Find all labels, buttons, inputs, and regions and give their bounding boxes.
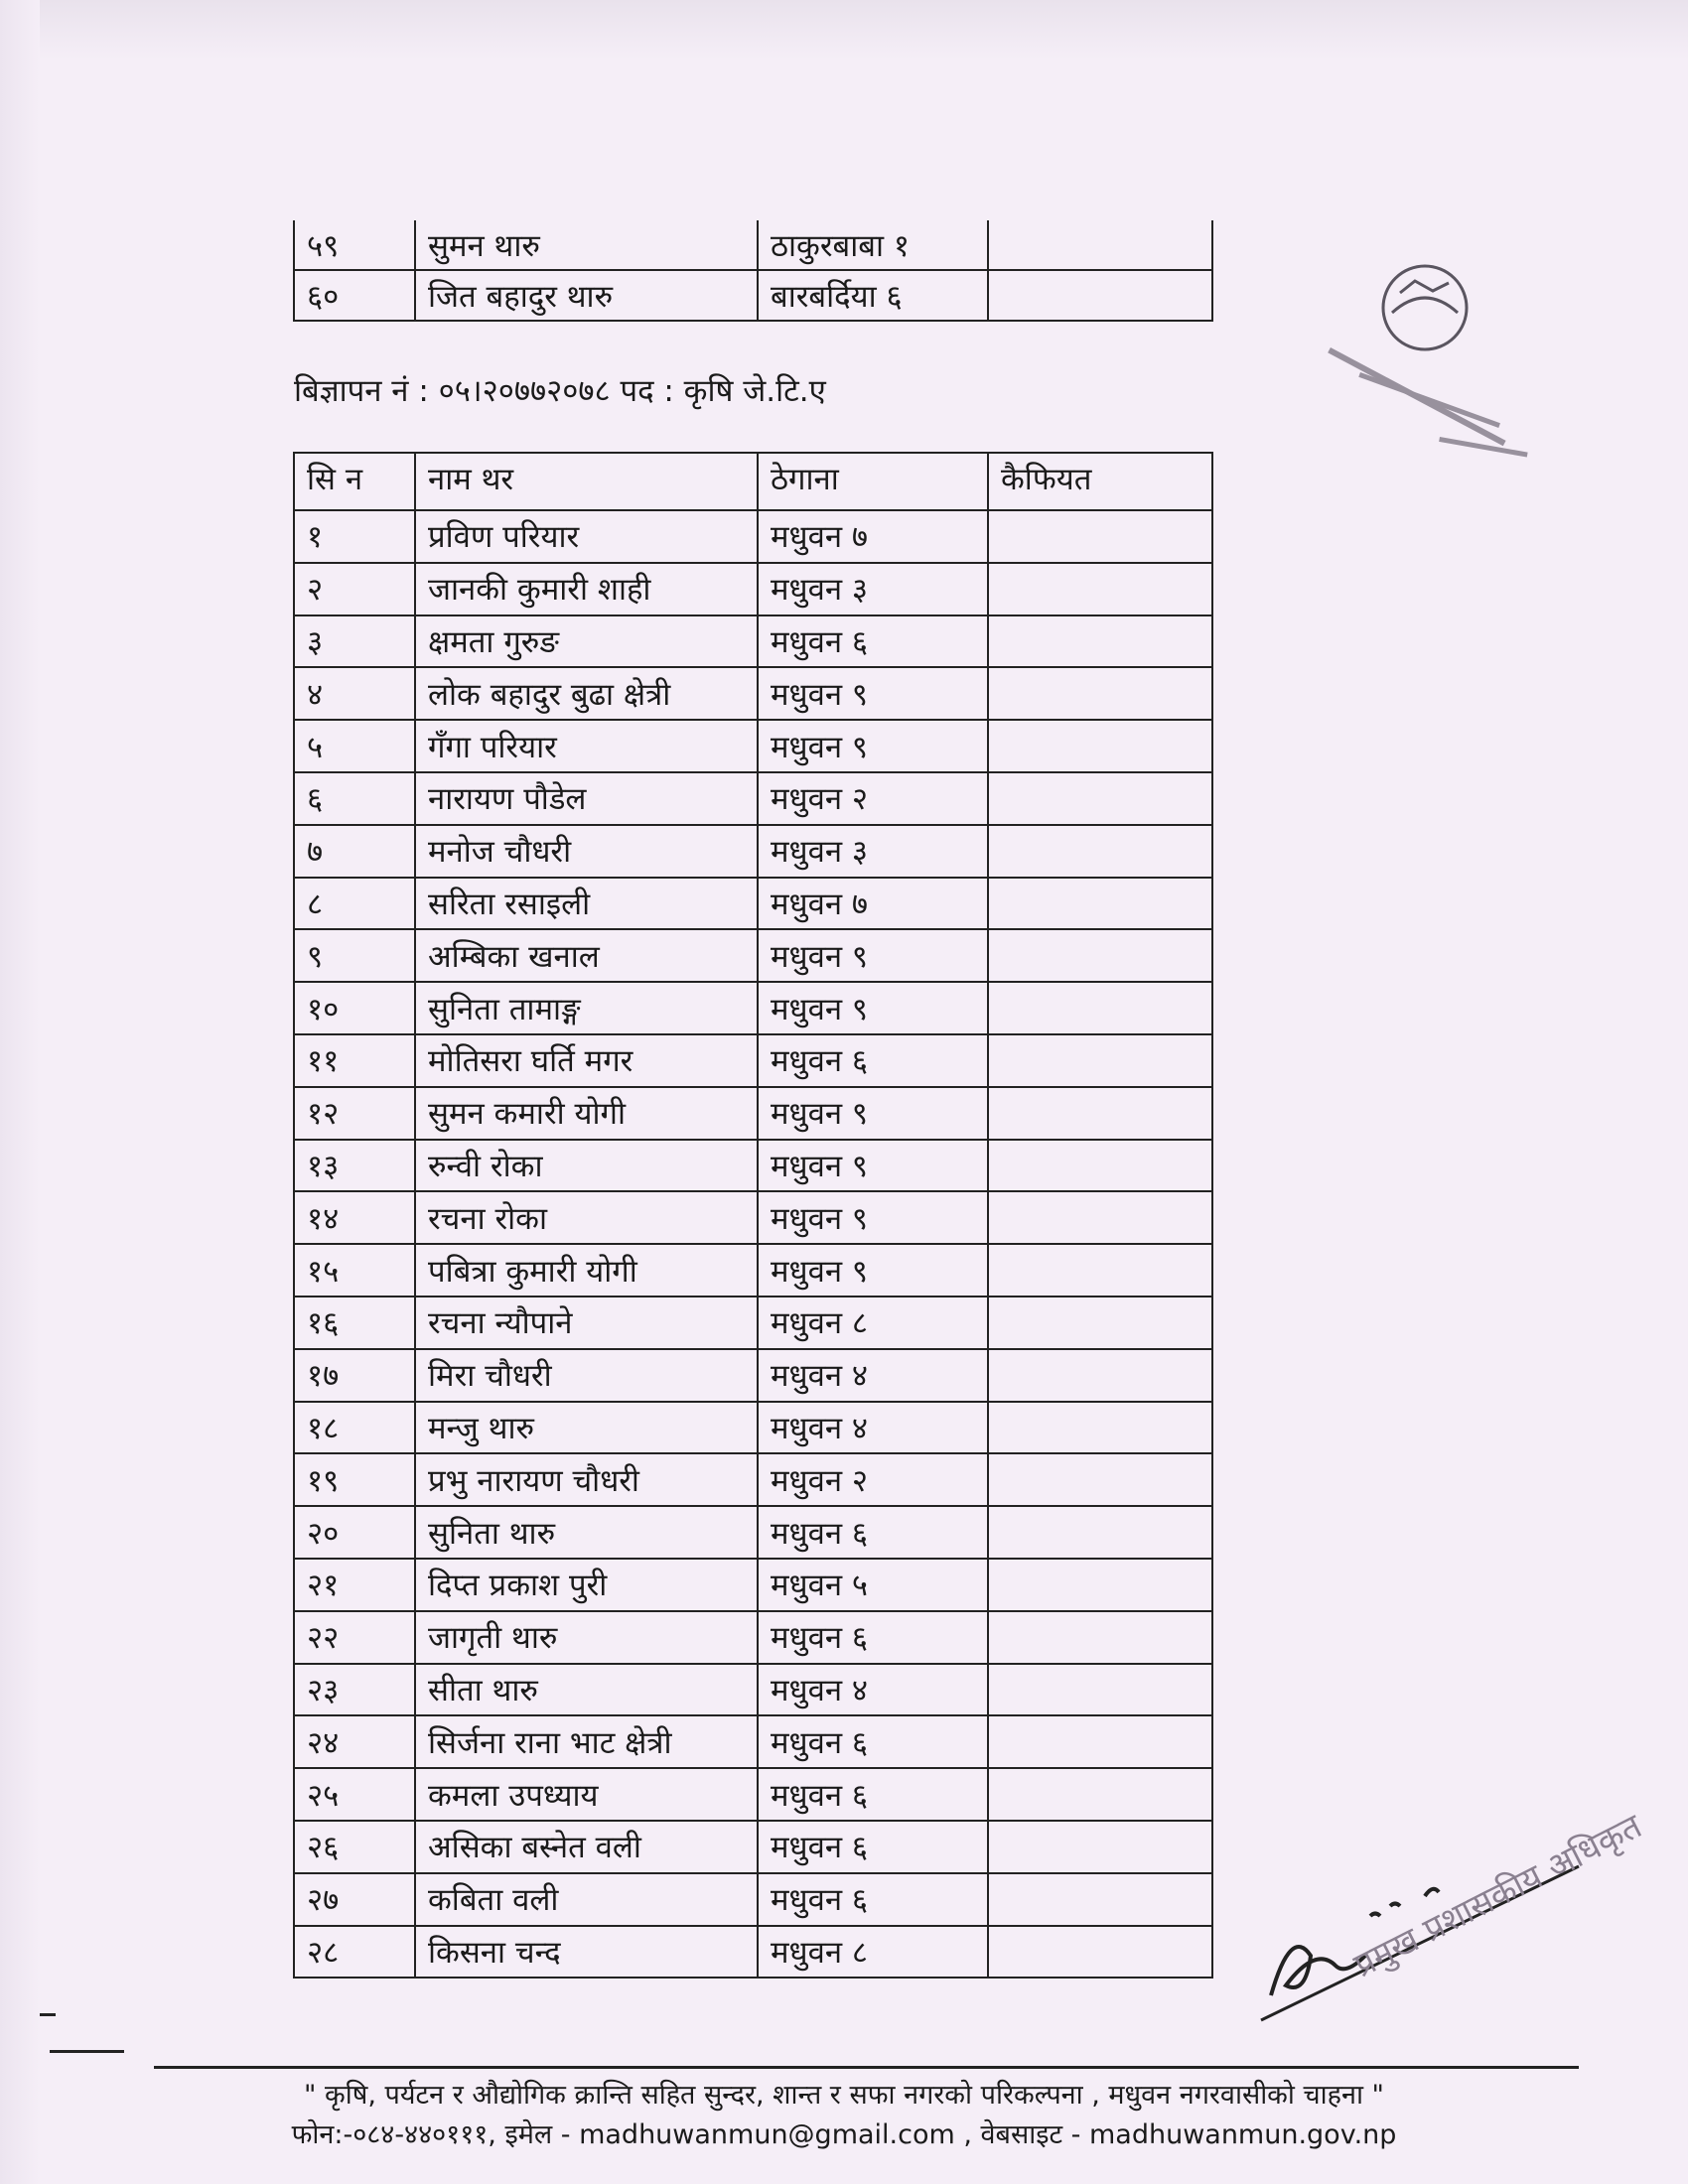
cell-name: सुमन थारु <box>415 220 758 270</box>
office-seal <box>1321 253 1569 491</box>
page-fold-shadow <box>0 0 1688 60</box>
cell-sn: ५ <box>294 720 415 772</box>
cell-name: असिका बस्नेत वली <box>415 1821 758 1873</box>
cell-name: सीता थारु <box>415 1664 758 1716</box>
cell-sn: २२ <box>294 1611 415 1664</box>
cell-sn: १२ <box>294 1087 415 1140</box>
cell-remark <box>988 510 1212 563</box>
cell-remark <box>988 929 1212 982</box>
cell-address: मधुवन २ <box>758 1453 988 1506</box>
cell-sn: २८ <box>294 1926 415 1979</box>
cell-sn: ६ <box>294 772 415 825</box>
cell-name: अम्बिका खनाल <box>415 929 758 982</box>
cell-name: सुनिता थारु <box>415 1506 758 1559</box>
table-row <box>294 929 1212 982</box>
header-sn: सि न <box>294 453 415 510</box>
table-row <box>294 1715 1212 1768</box>
cell-name: नारायण पौडेल <box>415 772 758 825</box>
cell-sn: २१ <box>294 1559 415 1611</box>
table-row <box>294 1034 1212 1087</box>
table-row <box>294 1506 1212 1559</box>
table-row <box>294 563 1212 615</box>
cell-sn: ११ <box>294 1034 415 1087</box>
cell-address: मधुवन ५ <box>758 1559 988 1611</box>
cell-sn: २७ <box>294 1873 415 1926</box>
table-row <box>294 720 1212 772</box>
cell-name: रचना न्यौपाने <box>415 1297 758 1349</box>
cell-sn: १९ <box>294 1453 415 1506</box>
continued-table <box>293 220 1213 322</box>
cell-remark <box>988 1140 1212 1192</box>
cell-remark <box>988 1873 1212 1926</box>
cell-sn: १० <box>294 982 415 1034</box>
cell-remark <box>988 1611 1212 1664</box>
margin-mark <box>40 2013 56 2016</box>
cell-name: दिप्त प्रकाश पुरी <box>415 1559 758 1611</box>
table-row <box>294 772 1212 825</box>
cell-address: मधुवन ४ <box>758 1349 988 1402</box>
cell-remark <box>988 1034 1212 1087</box>
footer-divider <box>154 2066 1579 2069</box>
cell-name: मन्जु थारु <box>415 1402 758 1454</box>
cell-address: मधुवन ६ <box>758 1768 988 1821</box>
footer-contact: फोन:-०८४-४४०१११, इमेल - madhuwanmun@gmail.com , वेबसाइट - madhuwanmun.gov.np <box>291 2119 1397 2150</box>
cell-remark <box>988 270 1212 321</box>
table-row <box>294 1087 1212 1140</box>
table-row <box>294 1768 1212 1821</box>
cell-name: जित बहादुर थारु <box>415 270 758 321</box>
table-row <box>294 1821 1212 1873</box>
table-row <box>294 1297 1212 1349</box>
cell-name: मिरा चौधरी <box>415 1349 758 1402</box>
cell-remark <box>988 1506 1212 1559</box>
page-edge-shadow <box>0 0 40 2184</box>
header-remark: कैफियत <box>988 453 1212 510</box>
cell-address: मधुवन ३ <box>758 563 988 615</box>
table-row <box>294 1191 1212 1244</box>
cell-name: किसना चन्द <box>415 1926 758 1979</box>
cell-name: गँगा परियार <box>415 720 758 772</box>
table-row <box>294 1349 1212 1402</box>
cell-remark <box>988 1453 1212 1506</box>
cell-remark <box>988 1297 1212 1349</box>
cell-name: सुमन कमारी योगी <box>415 1087 758 1140</box>
cell-remark <box>988 1191 1212 1244</box>
cell-sn: १६ <box>294 1297 415 1349</box>
cell-remark <box>988 1087 1212 1140</box>
cell-sn: १ <box>294 510 415 563</box>
cell-sn: १४ <box>294 1191 415 1244</box>
table-row <box>294 1873 1212 1926</box>
cell-address: मधुवन ६ <box>758 1034 988 1087</box>
cell-remark <box>988 1349 1212 1402</box>
header-name: नाम थर <box>415 453 758 510</box>
cell-name: सिर्जना राना भाट क्षेत्री <box>415 1715 758 1768</box>
cell-sn: २३ <box>294 1664 415 1716</box>
margin-mark <box>50 2050 124 2053</box>
cell-name: क्षमता गुरुङ <box>415 615 758 668</box>
cell-sn: २ <box>294 563 415 615</box>
cell-remark <box>988 1244 1212 1297</box>
cell-address: मधुवन ७ <box>758 878 988 930</box>
cell-address: मधुवन ९ <box>758 929 988 982</box>
cell-remark <box>988 220 1212 270</box>
cell-sn: ६० <box>294 270 415 321</box>
table-row <box>294 825 1212 878</box>
cell-sn: १७ <box>294 1349 415 1402</box>
cell-sn: ४ <box>294 667 415 720</box>
cell-remark <box>988 1664 1212 1716</box>
cell-sn: २६ <box>294 1821 415 1873</box>
cell-address: मधुवन ६ <box>758 1873 988 1926</box>
cell-address: मधुवन ९ <box>758 720 988 772</box>
cell-sn: ३ <box>294 615 415 668</box>
cell-remark <box>988 1559 1212 1611</box>
table-row <box>294 1402 1212 1454</box>
cell-address: मधुवन ९ <box>758 1244 988 1297</box>
header-address: ठेगाना <box>758 453 988 510</box>
cell-name: कमला उपध्याय <box>415 1768 758 1821</box>
cell-name: कबिता वली <box>415 1873 758 1926</box>
cell-sn: ८ <box>294 878 415 930</box>
cell-sn: १३ <box>294 1140 415 1192</box>
cell-remark <box>988 1715 1212 1768</box>
cell-remark <box>988 720 1212 772</box>
cell-address: मधुवन ८ <box>758 1926 988 1979</box>
cell-name: जागृती थारु <box>415 1611 758 1664</box>
cell-sn: ९ <box>294 929 415 982</box>
cell-sn: २० <box>294 1506 415 1559</box>
table-row <box>294 1559 1212 1611</box>
cell-name: जानकी कुमारी शाही <box>415 563 758 615</box>
cell-address: मधुवन ६ <box>758 1611 988 1664</box>
table-header-row <box>294 453 1212 510</box>
footer-slogan: " कृषि, पर्यटन र औद्योगिक क्रान्ति सहित सुन्दर, शान्त र सफा नगरको परिकल्पना , मधुवन नगरवासीको चाहना " <box>304 2080 1384 2111</box>
table-row <box>294 1244 1212 1297</box>
cell-address: मधुवन ६ <box>758 1506 988 1559</box>
table-row <box>294 1140 1212 1192</box>
cell-address: मधुवन ४ <box>758 1664 988 1716</box>
cell-sn: १८ <box>294 1402 415 1454</box>
table-row <box>294 1664 1212 1716</box>
signatory-title: प्रमुख प्रशासकीय अधिकृत <box>1347 1806 1648 1986</box>
cell-address: मधुवन ९ <box>758 982 988 1034</box>
cell-address: मधुवन ९ <box>758 1191 988 1244</box>
cell-address: बारबर्दिया ६ <box>758 270 988 321</box>
cell-address: ठाकुरबाबा १ <box>758 220 988 270</box>
cell-sn: २५ <box>294 1768 415 1821</box>
cell-address: मधुवन ६ <box>758 1821 988 1873</box>
cell-sn: ७ <box>294 825 415 878</box>
candidate-table <box>293 452 1213 1979</box>
table-row <box>294 220 1212 270</box>
cell-remark <box>988 772 1212 825</box>
cell-name: प्रभु नारायण चौधरी <box>415 1453 758 1506</box>
cell-remark <box>988 878 1212 930</box>
cell-name: मनोज चौधरी <box>415 825 758 878</box>
cell-name: सुनिता तामाङ्ग <box>415 982 758 1034</box>
cell-sn: २४ <box>294 1715 415 1768</box>
table-row <box>294 878 1212 930</box>
cell-address: मधुवन ९ <box>758 667 988 720</box>
cell-remark <box>988 982 1212 1034</box>
cell-name: प्रविण परियार <box>415 510 758 563</box>
cell-name: पबित्रा कुमारी योगी <box>415 1244 758 1297</box>
cell-remark <box>988 825 1212 878</box>
table-row <box>294 510 1212 563</box>
cell-remark <box>988 563 1212 615</box>
cell-address: मधुवन ८ <box>758 1297 988 1349</box>
cell-sn: ५९ <box>294 220 415 270</box>
cell-address: मधुवन ६ <box>758 1715 988 1768</box>
table-row <box>294 667 1212 720</box>
cell-remark <box>988 615 1212 668</box>
seal-emblem-detail <box>1392 298 1458 313</box>
cell-address: मधुवन ४ <box>758 1402 988 1454</box>
cell-name: रचना रोका <box>415 1191 758 1244</box>
cell-remark <box>988 667 1212 720</box>
advertisement-heading: बिज्ञापन नं : ०५।२०७७२०७८ पद : कृषि जे.टि.ए <box>294 373 826 409</box>
cell-address: मधुवन ३ <box>758 825 988 878</box>
cell-address: मधुवन २ <box>758 772 988 825</box>
table-row <box>294 270 1212 321</box>
cell-address: मधुवन ६ <box>758 615 988 668</box>
cell-address: मधुवन ९ <box>758 1140 988 1192</box>
cell-name: लोक बहादुर बुढा क्षेत्री <box>415 667 758 720</box>
table-row <box>294 1926 1212 1979</box>
table-row <box>294 1453 1212 1506</box>
cell-address: मधुवन ७ <box>758 510 988 563</box>
cell-remark <box>988 1821 1212 1873</box>
table-row <box>294 982 1212 1034</box>
table-row <box>294 1611 1212 1664</box>
cell-remark <box>988 1768 1212 1821</box>
cell-name: सरिता रसाइली <box>415 878 758 930</box>
cell-sn: १५ <box>294 1244 415 1297</box>
cell-name: मोतिसरा घर्ति मगर <box>415 1034 758 1087</box>
seal-emblem-detail <box>1400 281 1449 293</box>
cell-address: मधुवन ९ <box>758 1087 988 1140</box>
cell-remark <box>988 1402 1212 1454</box>
cell-remark <box>988 1926 1212 1979</box>
table-row <box>294 615 1212 668</box>
cell-name: रुन्वी रोका <box>415 1140 758 1192</box>
